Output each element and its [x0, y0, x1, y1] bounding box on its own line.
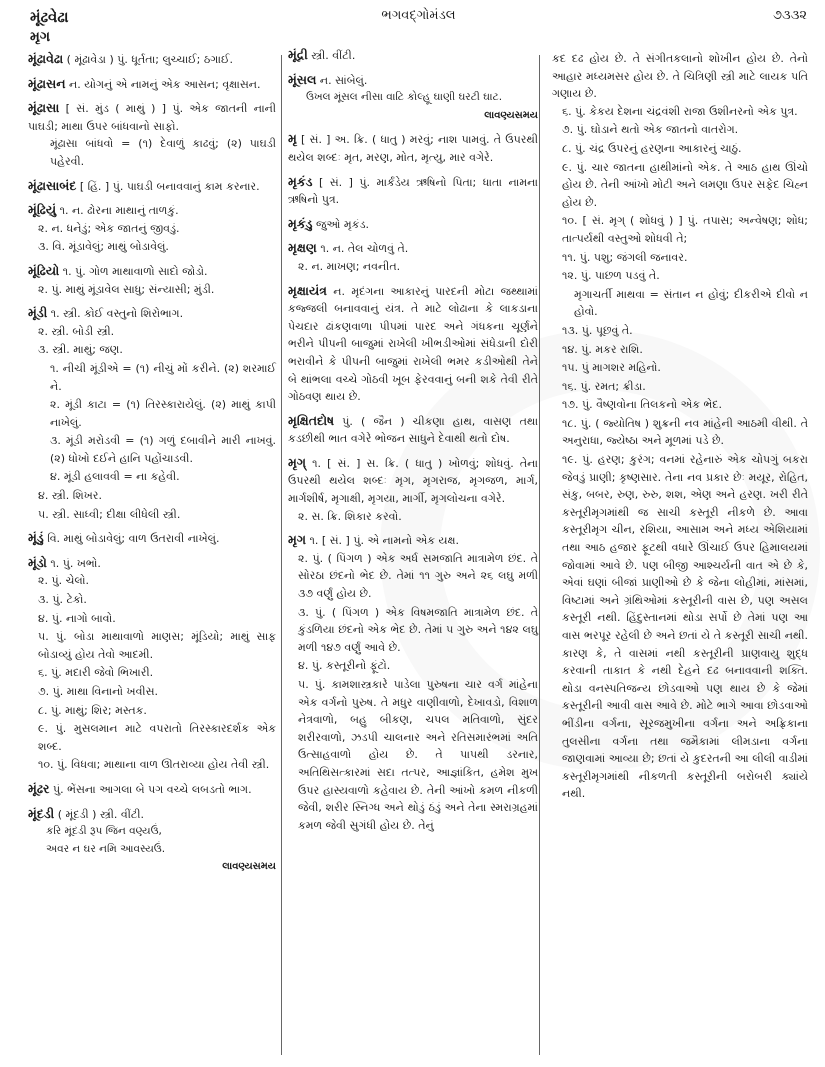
sub-sense: ૫. પું. કામશાસ્ત્રકારે પાડેલા પુરુષના ચાર વર્ગ માંહેના એક વર્ગનો પુરુષ. તે મધુર વાણીવાળો, દેખાવડો, વિશાળ નેત્રવાળો, બહુ બીકણ, ચપલ મતિવાળો, સુંદર શરીરવાળો, ઝડપી ચાલનાર અને રતિસમારંભમાં અતિ ઉત્સાહવાળો હોય છે. તે પાપથી ડરનાર, અતિથિસત્કારમાં સદા તત્પર, આજ્ઞાંકિત, હમેશ મુખ ઉપર હાસ્યવાળો કહેવાય છે. તેની આંખો કમળ નીકળી જેવી, શરીર સ્નિગ્ધ અને થોડું ઠંડું અને તેના સ્મરાગ્રહમાં કમળ જેવી સુગંધી હોય છે. તેનું — [298, 678, 538, 832]
sub-sense: ૭. પું. માથા વિનાનો ખવીસ. — [38, 685, 158, 698]
headword: મૃકંડ — [288, 173, 313, 189]
sub-sense: મૃગાચર્તી માથવા = સંતાન ન હોવું; દીકરીએ દીવો ન હોવો. — [574, 287, 808, 319]
headword: મૃક્ષિતદોષ — [288, 412, 335, 428]
dictionary-entry — [288, 239, 538, 275]
headword: મૂંઢાસન — [28, 75, 66, 91]
definition: ( મૂંઢાવેડા ) પું. ધૂર્તતા; લુચ્ચાઈ; ઠગાઈ. — [66, 53, 233, 66]
page-header — [30, 8, 807, 32]
dictionary-entry — [28, 75, 276, 94]
sub-sense: ૧૬. પું. રમત; ક્રીડા. — [562, 379, 646, 393]
sub-sense: ૧૭. પું. વૈષ્ણવોના તિલકનો એક ભેદ. — [562, 398, 722, 412]
sub-sense: ૮. પું. ચંદ્ર ઉપરનું હરણના આકારનું ચાઠું. — [562, 141, 742, 155]
definition: [ સં. ] પું. માર્કંડેય ઋષિનો પિતા; ધાતા નામના ઋષિનો પુત્ર. — [288, 175, 539, 207]
sub-sense: ૧૦. [ સં. મૃગ્ ( શોધવું ) ] પું. તપાસ; અન્વેષણ; શોધ; તાત્પર્યથી વસ્તુઓ શોધવી તે; — [562, 214, 808, 245]
sub-sense: ૫. સ્ત્રી. સાધ્વી; દીક્ષા લીધેલી સ્ત્રી. — [38, 507, 181, 521]
definition: ૧. [ સં. ] પું. એ નામનો એક યક્ષ. — [309, 534, 460, 548]
sub-sense: ૯. પું. મુસલમાન માટે વપરાતો તિરસ્કારદર્શક એક શબ્દ. — [38, 722, 276, 753]
sub-sense: ૨. પું. ચેલો. — [38, 574, 89, 588]
dictionary-entry — [28, 304, 276, 523]
definition: ૧. પું. ગોળ માથાવાળો સાદો જોડો. — [62, 264, 208, 278]
headword: મૂંઢિયું — [28, 202, 57, 218]
headword: મૃગ — [288, 532, 306, 548]
dictionary-entry — [288, 282, 538, 406]
sub-sense: ૩. સ્ત્રી. માથું; જણ. — [38, 343, 123, 357]
dictionary-entry — [28, 99, 276, 170]
sub-sense: ૪. મૂંડી હલાવવી = ના કહેવી. — [50, 470, 180, 484]
definition: જુઓ મૃકંડ. — [316, 217, 369, 231]
dictionary-entry — [288, 531, 538, 834]
definition: [ સં. ] અ. ક્રિ. ( ધાતુ ) મરવું; નાશ પામવું. તે ઉપરથી થયેલ શબ્દઃ મૃત, મરણ, મોત, મૃત્યુ, માર વગેરે. — [288, 133, 538, 164]
definition: સ્ત્રી. વીંટી. — [311, 49, 356, 62]
dictionary-entry — [28, 554, 276, 774]
book-title: ભગવદ્ગોમંડલ — [381, 8, 456, 23]
sub-sense: ૯. પું. ચાર જાતના હાથીમાંનો એક. તે આઠ હાથ ઊંચો હોય છે. તેની આંખો મોટી અને લમણા ઉપર સફેદ ચિહ્ન હોય છે. — [562, 160, 808, 209]
sub-sense: ૨. પું. માથું મૂંડાવેલ સાધુ; સંન્યાસી; મુંડી. — [38, 282, 215, 296]
sub-sense: ૨. સ. ક્રિ. શિકાર કરવો. — [298, 509, 402, 523]
headword: મૃકંડુ — [288, 215, 313, 231]
definition: પું. ( જૈન ) ચીકણા હાથ, વાસણ તથા કડછીથી ભાત વગેરે ભોજન સાધુને દેવાથી થતો દોષ. — [288, 414, 539, 446]
definition: વિ. માથું બોડાવેલું; વાળ ઉતરાવી નાખેલું. — [47, 532, 220, 546]
headword: મૂંઢાસા — [28, 100, 60, 116]
definition: ૧. [ સં. ] સ. ક્રિ. ( ધાતુ ) ખોળવું; શોધવું. તેના ઉપરથી થયેલ શબ્દઃ મૃગ, મૃગરાજ, મૃગજળ, માર્ગ, માર્ગશીર્ષ, મૃગાક્ષી, મૃગયા, માર્ગી, મૃગલોચના વગેરે. — [288, 456, 538, 506]
sub-sense: ૧૩. પું. પૂછવું તે. — [562, 323, 633, 337]
headword: મૃગ્ — [288, 454, 306, 470]
sub-sense: ૧૨. પું. પાછળ પડવું તે. — [562, 269, 660, 283]
sub-sense: ૩. પું. ( પિંગળ ) એક વિષમજાતિ માત્રામેળ છંદ. તે કુંડળિયા છંદનો એક ભેદ છે. તેમાં ૫ ગુરુ અને ૧૪૨ લઘુ મળી ૧૪૭ વર્ણું આવે છે. — [298, 605, 538, 654]
sub-sense: ૮. પું. માથું; શિર; મસ્તક. — [38, 703, 147, 717]
definition: ૧. ન. તેલ ચોળવું તે. — [320, 242, 409, 256]
sub-sense: ૬. પું. મદારી જેવો ભિખારી. — [38, 666, 154, 680]
headword: મૂંઢિયો — [28, 262, 60, 278]
column-divider — [281, 55, 282, 1055]
column-3 — [552, 50, 808, 809]
sub-sense: ૩. પું. ટેકો. — [38, 593, 87, 607]
dictionary-entry — [28, 805, 276, 876]
headword: મૂંડી — [28, 305, 48, 321]
page-number: ૭૩૩૨ — [773, 8, 807, 23]
sub-sense: ૩. મૂંડી મરોડવી = (૧) ગળું દબાવીને મારી નાખવું. (૨) ધોખો દઈને હાનિ પહોંચાડવી. — [50, 434, 276, 465]
sub-sense: ૩. વિ. મૂંડાવેલું; માથું બોડાવેલું. — [38, 240, 169, 254]
sub-sense: ૨. સ્ત્રી. બોડી સ્ત્રી. — [38, 324, 115, 338]
headword: મૂંદ્રી — [288, 47, 308, 62]
headword: મૃ — [288, 131, 297, 147]
dictionary-entry — [288, 215, 538, 234]
dictionary-entry — [288, 46, 538, 65]
column-2 — [288, 46, 538, 840]
dictionary-entry — [28, 780, 276, 799]
sub-sense: ૨. મૂંડી કાટા = (૧) તિરસ્કારાયેલું. (૨) માથું કાપી નાખેલું. — [50, 398, 276, 429]
dictionary-entry — [28, 177, 276, 196]
dictionary-entry — [28, 201, 276, 256]
dictionary-entry — [552, 50, 808, 803]
definition: ૧. ન. ઢોરના માથાનું તાળકું. — [59, 204, 179, 218]
definition: ( મૂંદડી ) સ્ત્રી. વીંટી. — [57, 807, 144, 821]
quotation-line: અવર ન ઘર નમિ આવસ્યઉં. — [46, 842, 166, 855]
sub-sense: ૧૯. પું. હરણ; કુરંગ; વનમાં રહેનારું એક ચોપગું બકરા જેવડું પ્રાણી; કૃષ્ણસાર. તેના નવ પ્રકાર છેઃ મયૂર, રોહિત, સંકુ, બબર, રુણ, રુરુ, શશ, એણ અને હરણ. ખરી રીતે કસ્તૂરીમૃગમાંથી જ સાચી કસ્તૂરી નીકળે છે. આવા કસ્તૂરીમૃગ ચીન, રશિયા, આસામ અને મધ્ય એશિયામાં તથા આઠ હજાર ફૂટથી વધારે ઊંચાઈ ઉપર હિમાલયમાં જોવામાં આવે છે. પણ બીજી આશ્ચર્યની વાત એ છે કે, એવાં ઘણાં બીજાં પ્રાણીઓ છે કે જેના લોહીમાં, માંસમાં, વિષ્ટામાં અને ગ્રંથિઓમાં કસ્તૂરીની વાસ છે, પણ અસલ કસ્તૂરી નથી. હિંદુસ્તાનમાં થોડા સર્પો છે તેમાં પણ આ વાસ ભરપૂર રહેલી છે અને છતાં યે તે કસ્તૂરી સાચી નથી. કારણ કે, તે વાસમાં નથી કસ્તૂરીની પ્રાણવાયુ શુદ્ધ કરવાની તાકાત કે નથી દેહને દઢ બનાવવાની શક્તિ. થોડા વનસ્પતિજન્ય છોડવાઓ પણ થાય છે કે જેમાં કસ્તૂરીની આવી વાસ આવે છે. મોટે ભાગે આવા છોડવાઓ ભીંડીના વર્ગના, સૂરજમુખીના વર્ગના અને અફ્રિકાના તુલસીના વર્ગના તથા જમૈકામાં લીમડાના વર્ગના જાણવામાં આવ્યા છે; છતાં યે કુદરતની આ લીલી વાડીમાં કસ્તૂરીમૃગમાંથી નીકળતી કસ્તૂરીની બરોબરી ક્યાંયે નથી. — [562, 453, 808, 801]
headword: મૂંડો — [28, 554, 47, 570]
definition: ન. મૃદંગના આકારનું પારદની મોટા જથ્થામાં કજ્જલી બનાવવાનું યંત્ર. તે માટે લોઢાના કે લાકડાના પેચદાર ઢાંકણવાળા પીપમાં પારદ અને ગંધકના ચૂર્ણને ભરીને પીપની બાજુમાં રાખેલી ખીભડીઓમાં સંધેડાની દોરી ભરાવીને કે પીપની બાજુમાં રાખેલી ભમર કડીઓથી તેને બે થાંભલા વચ્ચે ગોઠવી ખૂબ ફેરવવાનું બની શકે તેવી રીતે ગોઠવણ થાય છે. — [288, 284, 538, 404]
definition: [ સં. મુંડ ( માથું ) ] પું. એક જાતની નાની પાઘડી; માથા ઉપર બાંધવાનો સાફો. — [28, 102, 276, 133]
sub-sense: ૨. ન. ધનેડું; એક જાતનું જીવડું. — [38, 221, 180, 235]
headword: મૂંઢર — [28, 780, 50, 796]
quotation-line: કરિ મૂંદડી રૂપ જિન વણ્યઉં, — [46, 825, 162, 838]
column-divider — [539, 55, 540, 1055]
dictionary-entry — [28, 262, 276, 298]
headword: મૂંઢાવેઢા — [28, 51, 64, 66]
sub-sense: ૧૧. પું. પશુ; જંગલી જનાવર. — [562, 250, 688, 264]
definition: ન. સાંબેલું. — [319, 73, 368, 87]
sub-sense: મૂંઢાસા બાંધવો = (૧) દેવાળું કાઢવું; (૨) પાઘડી પહેરવી. — [50, 137, 276, 168]
dictionary-entry — [28, 529, 276, 548]
headword: મૃક્ષણ — [288, 240, 317, 256]
section-heading: મૃગ — [30, 29, 51, 45]
sub-sense: ૭. પું. ઘોડાને થતો એક જાતનો વાતરોગ. — [562, 123, 739, 137]
quotation-line: ઉખલ મૂંસલ નીસા વાટિ કોલ્હૂ ઘાણી ઘરટી ઘાટ. — [306, 91, 503, 104]
headword: મૂંદડી — [28, 805, 55, 821]
definition: ૧. સ્ત્રી. કોઈ વસ્તુનો શિરોભાગ. — [50, 307, 184, 321]
headword: મૃક્ષાયંત્ર — [288, 282, 327, 298]
dictionary-entry — [288, 454, 538, 525]
definition: ન. યોગનું એ નામનું એક આસન; વૃક્ષાસન. — [69, 77, 261, 91]
sub-sense: ૧૮. પું. ( જ્યોતિષ ) શુક્રની નવ માંહેની આઠમી વીથી. તે અનુરાધા, જ્યેષ્ઠા અને મૂળમાં પડે છે. — [562, 416, 808, 448]
headword: મૂંઢાસાબંદ — [28, 177, 77, 193]
quote-attribution: લાવણ્યસમય — [222, 861, 276, 873]
sub-sense: ૫. પું. બોડા માથાવાળો માણસ; મૂંડિયો; માથું સાફ બોડાવ્યું હોય તેવો આદમી. — [38, 630, 276, 661]
dictionary-entry — [288, 412, 538, 448]
guide-word: મૂંઢવેઢા — [30, 8, 69, 26]
sub-sense: ૧. નીચી મૂંડીએ = (૧) નીચું મોં કરીને. (૨) શરમાઈ ને. — [50, 361, 276, 393]
sub-sense: ૧૪. પું. મકર રાશિ. — [562, 342, 643, 356]
dictionary-entry — [288, 173, 538, 209]
dictionary-entry — [28, 50, 276, 69]
sub-sense: ૪. પું. કસ્તૂરીનો ફૂંટો. — [298, 659, 391, 673]
quote-attribution: લાવણ્યસમય — [484, 109, 538, 121]
definition: [ હિં. ] પું. પાઘડી બનાવવાનું કામ કરનાર. — [79, 179, 260, 193]
definition: પું. ભેંસના આગલા બે પગ વચ્ચે લબડતો ભાગ. — [53, 782, 252, 796]
column-1 — [28, 50, 276, 882]
sub-sense: ૧૦. પું. વિધવા; માથાના વાળ ઊતરાવ્યા હોય તેવી સ્ત્રી. — [38, 758, 270, 772]
sub-sense: ૪. સ્ત્રી. શિખર. — [38, 489, 102, 503]
definition: કદ દઢ હોય છે. તે સંગીતકલાનો શોખીન હોય છે. તેનો આહાર મધ્યમસર હોય છે. તે ચિત્રિણી સ્ત્રી માટે લાયક પતિ ગણાય છે. — [552, 52, 808, 101]
dictionary-entry — [288, 130, 538, 166]
sub-sense: ૧૫. પું માગશર મહિનો. — [562, 361, 661, 375]
definition: ૧. પું. ખભો. — [50, 556, 101, 570]
sub-sense: ૬. પું. કેકય દેશના ચંદ્રવંશી રાજા ઉશીનરનો એક પુત્ર. — [562, 104, 798, 118]
sub-sense: ૪. પું. નાગો બાવો. — [38, 611, 116, 625]
sub-sense: ૨. પું. ( પિંગળ ) એક અર્ધ સમજાતિ માત્રામેળ છંદ. તે સોરઠા છંદનો ભેદ છે. તેમાં ૧૧ ગુરુ અને ૨૬ લઘુ મળી ૩૭ વર્ણું હોય છે. — [298, 551, 538, 601]
sub-sense: ૨. ન. માખણ; નવનીત. — [298, 259, 401, 273]
headword: મૂંસલ — [288, 71, 317, 87]
dictionary-entry — [288, 71, 538, 125]
headword: મૂંડું — [28, 530, 44, 546]
